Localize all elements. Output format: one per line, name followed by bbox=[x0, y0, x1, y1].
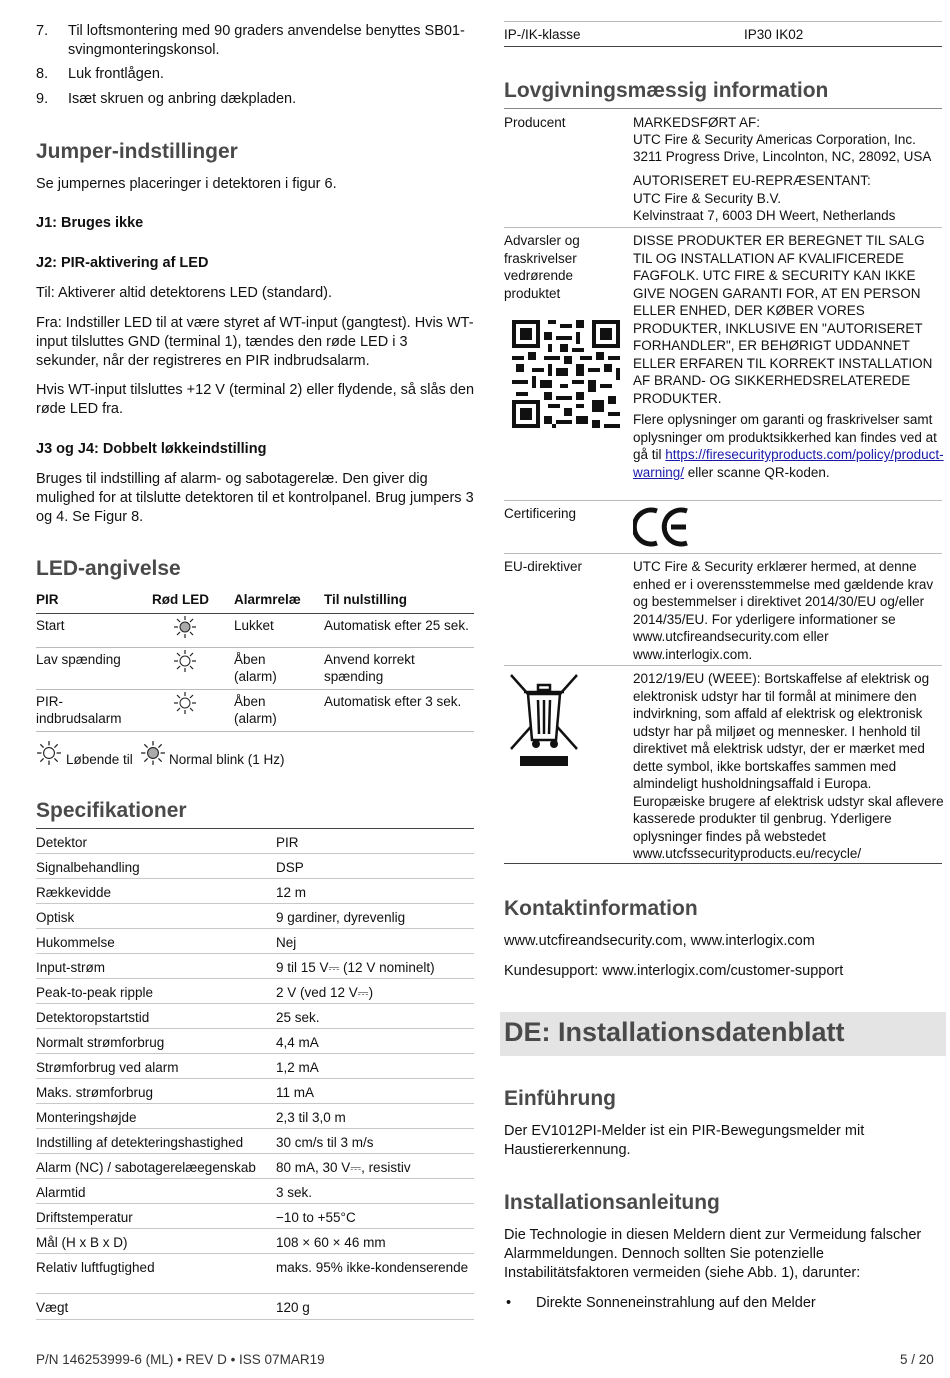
producer-line: 3211 Progress Drive, Lincolnton, NC, 28092, USA bbox=[633, 149, 932, 164]
de-banner-title: DE: Installationsdatenblatt bbox=[504, 1017, 845, 1047]
spec-key: Alarmtid bbox=[36, 1185, 86, 1200]
spec-key: Driftstemperatur bbox=[36, 1210, 133, 1225]
spec-row bbox=[36, 1029, 474, 1054]
spec-value: 2 V (ved 12 V⎓) bbox=[276, 985, 374, 1000]
de-install-text: Die Technologie in diesen Meldern dient zur Vermeidung falscher Alarmmeldungen. Dennoch sollten Sie potenzielle Instabilitätsfaktoren vermeiden (siehe Abb. 1), darunter: bbox=[504, 1227, 922, 1281]
certification-row bbox=[504, 501, 942, 554]
led-table-header bbox=[36, 590, 474, 614]
spec-value: DSP bbox=[276, 860, 304, 875]
ip-label: IP-/IK-klasse bbox=[504, 27, 581, 42]
spec-row bbox=[36, 854, 474, 879]
spec-key: Strømforbrug ved alarm bbox=[36, 1060, 179, 1075]
spec-key: Alarm (NC) / sabotagerelæegenskab bbox=[36, 1160, 256, 1175]
spec-value: Nej bbox=[276, 935, 297, 950]
led-heading: LED-angivelse bbox=[36, 557, 181, 580]
de-bullet-text: Direkte Sonneneinstrahlung auf den Melder bbox=[536, 1295, 816, 1311]
spec-row bbox=[36, 979, 474, 1004]
spec-row bbox=[36, 1129, 474, 1154]
producer-label: Producent bbox=[504, 115, 566, 130]
spec-value: 2,3 til 3,0 m bbox=[276, 1110, 346, 1125]
spec-key: Rækkevidde bbox=[36, 885, 112, 900]
spec-row bbox=[36, 829, 474, 854]
spec-row bbox=[36, 954, 474, 979]
ce-mark-icon bbox=[633, 506, 691, 548]
qr-code-icon bbox=[508, 316, 624, 432]
warranty-link[interactable]: https://firesecurityproducts.com/policy/product-warning/ bbox=[633, 447, 944, 480]
led-blink-icon bbox=[36, 740, 62, 766]
producer-line: UTC Fire & Security Americas Corporation, Inc. bbox=[633, 132, 916, 147]
spec-row bbox=[36, 1079, 474, 1104]
de-intro-text: Der EV1012PI-Melder ist ein PIR-Bewegungsmelder mit Haustiererkennung. bbox=[504, 1123, 865, 1158]
spec-key: Detektoropstartstid bbox=[36, 1010, 150, 1025]
weee-bin-icon bbox=[508, 672, 580, 768]
spec-value: 11 mA bbox=[276, 1085, 315, 1100]
j34-text: Bruges til indstilling af alarm- og sabotagerelæ. Den giver dig mulighed for at tilslutte detektoren til et kontrolpanel. Brug jumpers 3 og 4. Se Figur 8. bbox=[36, 471, 474, 525]
eu-directive-label: EU-direktiver bbox=[504, 559, 583, 574]
led-blink-icon bbox=[173, 691, 197, 715]
spec-value: 80 mA, 30 V⎓, resistiv bbox=[276, 1160, 411, 1175]
j34-heading: J3 og J4: Dobbelt løkkeindstilling bbox=[36, 441, 267, 457]
footer-page-number: 5 / 20 bbox=[900, 1352, 934, 1367]
spec-row bbox=[36, 929, 474, 954]
legal-heading: Lovgivningsmæssig information bbox=[504, 79, 829, 102]
spec-key: Input-strøm bbox=[36, 960, 106, 975]
led-col-reset: Til nulstilling bbox=[324, 592, 407, 607]
spec-value: maks. 95% ikke-kondenserende bbox=[276, 1260, 469, 1275]
spec-row bbox=[36, 1054, 474, 1079]
led-col-pir: PIR bbox=[36, 592, 59, 607]
bullet-icon: • bbox=[506, 1295, 512, 1311]
rep-line: AUTORISERET EU-REPRÆSENTANT: bbox=[633, 173, 871, 188]
spec-row bbox=[36, 1104, 474, 1129]
led-blink-icon bbox=[173, 649, 197, 673]
spec-key: Normalt strømforbrug bbox=[36, 1035, 165, 1050]
spec-key: Maks. strømforbrug bbox=[36, 1085, 154, 1100]
led-col-red: Rød LED bbox=[152, 592, 209, 607]
spec-row bbox=[36, 1004, 474, 1029]
step-text: Til loftsmontering med 90 graders anvendelse benyttes SB01-svingmonteringskonsol. bbox=[68, 23, 465, 58]
spec-row bbox=[36, 904, 474, 929]
spec-value: 3 sek. bbox=[276, 1185, 313, 1200]
spec-row bbox=[36, 1254, 474, 1294]
warnings-text: DISSE PRODUKTER ER BEREGNET TIL SALG TIL OG INSTALLATION AF KVALIFICEREDE FAGFOLK. UTC FIRE & SECURITY KAN IKKE GIVE NOGEN GARANTI FOR, AT EN PERSON ELLER ENHED, DER KØBER VORES PRODUKTER, INKLUSIVE EN "AUTORISERET FORHANDLER", ER BEHØRIGT UDDANNET ELLER ERFAREN TIL KORREKT INSTALLATION AF BRAND- OG SIKKERHEDSRELATEREDE PRODUKTER. bbox=[633, 233, 933, 406]
j1-heading: J1: Bruges ikke bbox=[36, 215, 144, 231]
de-banner bbox=[500, 1012, 946, 1056]
spec-value: 12 m bbox=[276, 885, 307, 900]
spec-key: Relativ luftfugtighed bbox=[36, 1260, 155, 1275]
warnings-more bbox=[633, 411, 945, 481]
led-row bbox=[36, 648, 474, 690]
spec-row bbox=[36, 1294, 474, 1320]
step-text: Luk frontlågen. bbox=[68, 66, 164, 82]
spec-key: Monteringshøjde bbox=[36, 1110, 137, 1125]
spec-value: 25 sek. bbox=[276, 1010, 320, 1025]
led-pir: PIR-indbrudsalarm bbox=[36, 694, 122, 726]
j2-heading: J2: PIR-aktivering af LED bbox=[36, 255, 209, 271]
led-steady-icon bbox=[173, 615, 197, 639]
weee-text: 2012/19/EU (WEEE): Bortskaffelse af elektrisk og elektronisk udstyr har til formål at minimere den indvirkning, som affald af elektrisk og elektronisk udstyr har på miljøet og mennesker. I henhold til direktivet må elektrisk udstyr, der er mærket med dette symbol, ikke bortskaffes sammen med almindeligt husholdningsaffald i Europa. Europæiske brugere af elektrisk udstyr skal aflevere kasserede produkter til genbrug. Yderligere oplysninger findes på webstedet www.utcfssecurityproducts.eu/recycle/ bbox=[633, 671, 944, 861]
spec-value: 120 g bbox=[276, 1300, 310, 1315]
spec-value: 9 til 15 V⎓ (12 V nominelt) bbox=[276, 960, 435, 975]
spec-key: Optisk bbox=[36, 910, 75, 925]
spec-key: Peak-to-peak ripple bbox=[36, 985, 154, 1000]
led-row bbox=[36, 614, 474, 648]
specs-heading: Specifikationer bbox=[36, 799, 187, 822]
spec-value: 108 × 60 × 46 mm bbox=[276, 1235, 386, 1250]
led-col-relay: Alarmrelæ bbox=[234, 592, 301, 607]
led-row bbox=[36, 690, 474, 732]
warnings-label: Advarsler og fraskrivelser vedrørende produktet bbox=[504, 233, 580, 301]
eu-directive-text: UTC Fire & Security erklærer hermed, at denne enhed er i overensstemmelse med gældende krav og bestemmelser i direktivet 2014/30/EU og/eller 2014/35/EU. For yderligere informationer se www.utcfireandsecurity.com eller www.interlogix.com. bbox=[633, 559, 934, 662]
step-number: 8. bbox=[36, 66, 49, 82]
spec-key: Mål (H x B x D) bbox=[36, 1235, 128, 1250]
divider bbox=[504, 108, 942, 109]
step-number: 9. bbox=[36, 91, 49, 107]
contact-heading: Kontaktinformation bbox=[504, 897, 698, 920]
warnings-more-text: Flere oplysninger om garanti og fraskrivelser samt oplysninger om produktsikkerhed kan findes ved at gå til bbox=[633, 412, 937, 462]
spec-key: Vægt bbox=[36, 1300, 69, 1315]
spec-key: Indstilling af detekteringshastighed bbox=[36, 1135, 244, 1150]
j2-wt-text: Hvis WT-input tilsluttes +12 V (terminal 2) eller flydende, så slås den røde LED fra. bbox=[36, 382, 475, 417]
ip-row bbox=[504, 22, 942, 47]
spec-key: Hukommelse bbox=[36, 935, 115, 950]
spec-value: 1,2 mA bbox=[276, 1060, 319, 1075]
led-pir: Start bbox=[36, 618, 65, 633]
led-reset: Automatisk efter 25 sek. bbox=[324, 618, 469, 633]
warnings-tail: eller scanne QR-koden. bbox=[687, 464, 830, 480]
warnings-row bbox=[504, 228, 942, 501]
j2-on-text: Til: Aktiverer altid detektorens LED (standard). bbox=[36, 285, 333, 301]
rep-line: Kelvinstraat 7, 6003 DH Weert, Netherlands bbox=[633, 208, 896, 223]
spec-value: 30 cm/s til 3 m/s bbox=[276, 1135, 374, 1150]
led-legend bbox=[36, 740, 474, 770]
certification-label: Certificering bbox=[504, 506, 577, 521]
de-intro-heading: Einführung bbox=[504, 1087, 616, 1110]
rep-line: UTC Fire & Security B.V. bbox=[633, 191, 782, 206]
legend-steady-label: Løbende til bbox=[66, 752, 133, 767]
spec-row bbox=[36, 1154, 474, 1179]
spec-value: 4,4 mA bbox=[276, 1035, 319, 1050]
spec-row bbox=[36, 879, 474, 904]
spec-row bbox=[36, 1204, 474, 1229]
de-install-heading: Installationsanleitung bbox=[504, 1191, 720, 1214]
spec-value: PIR bbox=[276, 835, 299, 850]
spec-row bbox=[36, 1179, 474, 1204]
legend-blink-label: Normal blink (1 Hz) bbox=[169, 752, 285, 767]
eu-directive-row bbox=[504, 554, 942, 666]
jumper-heading: Jumper-indstillinger bbox=[36, 140, 238, 163]
j2-off-text: Fra: Indstiller LED til at være styret af WT-input (gangtest). Hvis WT-input tilsluttes GND (terminal 1), tændes den røde LED i 3 sekunder, når der registreres en PIR indbrudsalarm. bbox=[36, 315, 474, 369]
led-relay: Åben (alarm) bbox=[234, 652, 277, 684]
step-number: 7. bbox=[36, 23, 49, 39]
spec-value: 9 gardiner, dyrevenlig bbox=[276, 910, 406, 925]
led-reset: Automatisk efter 3 sek. bbox=[324, 694, 462, 709]
led-reset: Anvend korrekt spænding bbox=[324, 652, 415, 684]
spec-key: Signalbehandling bbox=[36, 860, 140, 875]
led-pir: Lav spænding bbox=[36, 652, 121, 667]
weee-row bbox=[504, 666, 942, 864]
jumper-intro: Se jumpernes placeringer i detektoren i figur 6. bbox=[36, 176, 337, 192]
step-text: Isæt skruen og anbring dækpladen. bbox=[68, 91, 297, 107]
spec-value: −10 to +55°C bbox=[276, 1210, 356, 1225]
producer-row bbox=[504, 110, 942, 228]
ip-value: IP30 IK02 bbox=[744, 27, 804, 42]
contact-websites: www.utcfireandsecurity.com, www.interlogix.com bbox=[504, 933, 815, 949]
spec-key: Detektor bbox=[36, 835, 88, 850]
contact-support: Kundesupport: www.interlogix.com/customer-support bbox=[504, 963, 844, 979]
led-steady-icon bbox=[140, 740, 166, 766]
led-relay: Lukket bbox=[234, 618, 274, 633]
producer-line: MARKEDSFØRT AF: bbox=[633, 115, 761, 130]
led-relay: Åben (alarm) bbox=[234, 694, 277, 726]
footer-part-number: P/N 146253999-6 (ML) • REV D • ISS 07MAR19 bbox=[36, 1352, 325, 1367]
spec-row bbox=[36, 1229, 474, 1254]
